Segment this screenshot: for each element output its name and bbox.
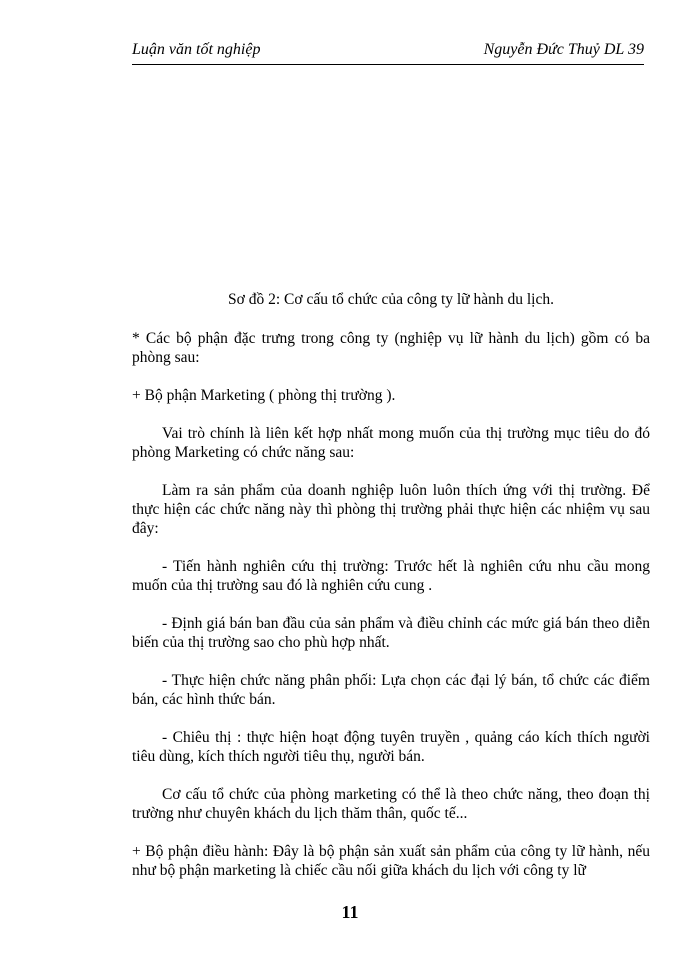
list-item-pricing: - Định giá bán ban đầu của sản phẩm và điều chỉnh các mức giá bán theo diễn biến của thị trường sao cho phù hợp nhất. (132, 615, 650, 651)
section-operations: + Bộ phận điều hành: Đây là bộ phận sản xuất sản phẩm của công ty lữ hành, nếu như bộ phận marketing là chiếc cầu nối giữa khách du lịch với công ty lữ (132, 843, 650, 879)
page-number: 11 (341, 902, 359, 922)
list-item-research: - Tiến hành nghiên cứu thị trường: Trước hết là nghiên cứu nhu cầu mong muốn của thị trường sau đó là nghiên cứu cung . (132, 558, 650, 594)
paragraph-function: Làm ra sản phẩm của doanh nghiệp luôn luôn thích ứng với thị trường. Để thực hiện các chức năng này thì phòng thị trường phải thực hiện các nhiệm vụ sau đây: (132, 482, 650, 537)
list-item-distribution: - Thực hiện chức năng phân phối: Lựa chọn các đại lý bán, tổ chức các điểm bán, các hình thức bán. (132, 672, 650, 708)
section-marketing-heading: + Bộ phận Marketing ( phòng thị trường ). (132, 387, 396, 404)
header-thesis-title: Luận văn tốt nghiệp (132, 41, 261, 58)
figure-caption (132, 290, 650, 309)
paragraph-structure: Cơ cấu tổ chức của phòng marketing có thể là theo chức năng, theo đoạn thị trường như chuyên khách du lịch thăm thân, quốc tế... (132, 786, 650, 822)
page-body (132, 290, 650, 899)
header-author: Nguyễn Đức Thuỷ DL 39 (483, 41, 644, 58)
caption-text: : Cơ cấu tổ chức của công ty lữ hành du lịch. (275, 291, 554, 308)
caption-label: Sơ đồ 2 (228, 291, 276, 308)
paragraph-intro: * Các bộ phận đặc trưng trong công ty (nghiệp vụ lữ hành du lịch) gồm có ba phòng sau: (132, 330, 650, 366)
list-item-promotion: - Chiêu thị : thực hiện hoạt động tuyên truyền , quảng cáo kích thích người tiêu dùng, kích thích người tiêu thụ, người bán. (132, 729, 650, 765)
paragraph-role: Vai trò chính là liên kết hợp nhất mong muốn của thị trường mục tiêu do đó phòng Marketing có chức năng sau: (132, 425, 650, 461)
running-header (132, 38, 644, 65)
